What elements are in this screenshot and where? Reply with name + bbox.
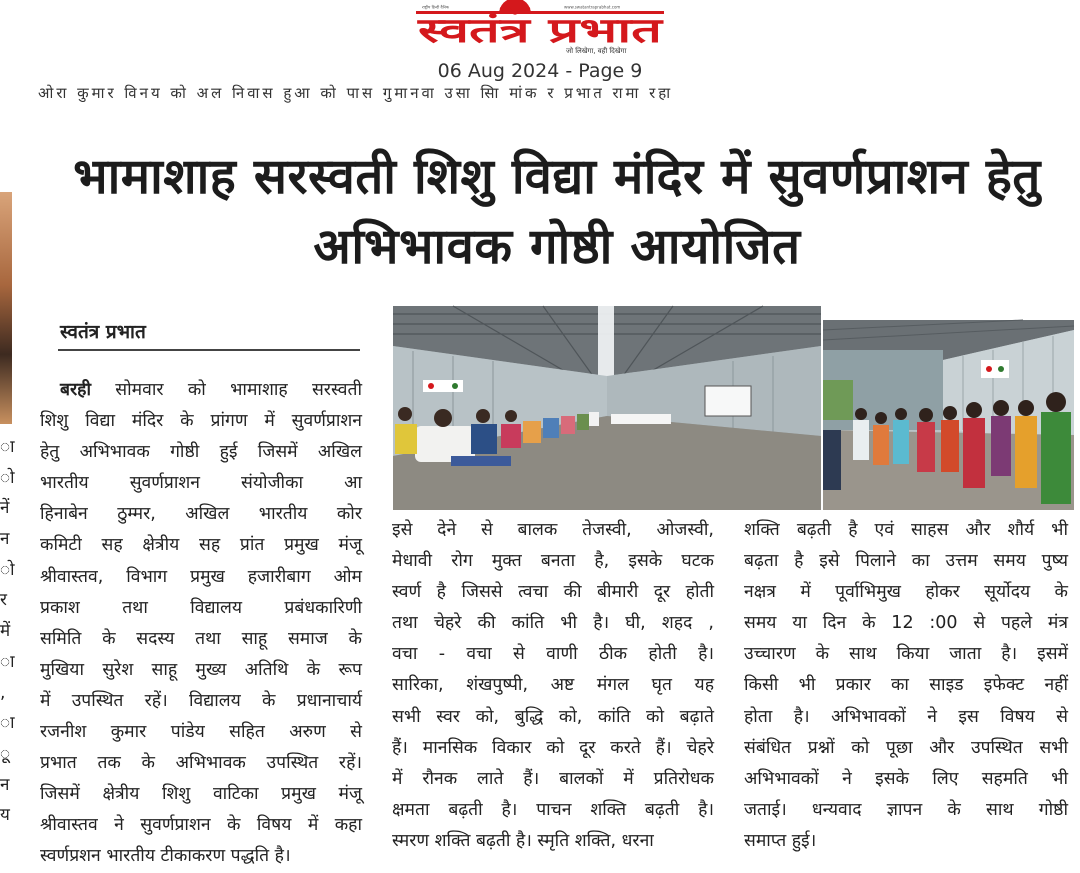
column-text-line: समाप्त हुई। <box>744 830 817 851</box>
column-text-line <box>40 375 362 406</box>
adjacent-fragment: , <box>0 682 6 703</box>
column-text-line: मेधावी रोग मुक्त बनता है, इसके घटक <box>392 551 714 572</box>
column-text-line: जताई। धन्यवाद ज्ञापन के साथ गोष्ठी <box>744 799 1068 820</box>
column-text-line: स्मरण शक्ति बढ़ती है। स्मृति शक्ति, धरना <box>392 830 654 851</box>
adjacent-fragment: ा <box>0 713 15 734</box>
logo-text: स्वतंत्र प्रभात <box>416 11 665 51</box>
column-text-line: मुखिया सुरेश साहू मुख्य अतिथि के रूप <box>40 659 362 680</box>
column-text-line: अभिभावकों ने इसके लिए सहमति भी <box>744 768 1068 789</box>
women-audience-photo <box>823 320 1074 510</box>
column-text-line: में उपस्थित रहें। विद्यालय के प्रधानाचार्य <box>40 690 362 711</box>
column-text-line: किसी भी प्रकार का साइड इफेक्ट नहीं <box>744 675 1068 696</box>
column-text-line: समिति के सदस्य तथा साहू समाज के <box>40 628 362 649</box>
adjacent-fragment: ा <box>0 437 15 457</box>
column-text-line: रजनीश कुमार पांडेय सहित अरुण से <box>40 722 362 743</box>
column-text-line: होता है। अभिभावकों ने इस विषय से <box>744 706 1068 727</box>
byline: स्वतंत्र प्रभात <box>60 321 146 343</box>
newspaper-logo <box>414 4 666 56</box>
adjacent-photo-edge <box>0 192 12 424</box>
column-text-line: भारतीय सुवर्णप्राशन संयोजीका आ <box>40 473 362 494</box>
column-text-line: इसे देने से बालक तेजस्वी, ओजस्वी, <box>392 520 714 540</box>
article-column-2 <box>392 515 714 857</box>
column-text-line: स्वर्ण है जिससे त्वचा की बीमारी दूर होती <box>392 582 714 603</box>
article-headline <box>34 142 1080 282</box>
column-text-line: श्रीवास्तव, विभाग प्रमुख हजारीबाग ओम <box>40 566 362 587</box>
adjacent-fragment: न <box>0 774 10 795</box>
column-text-line: हेतु अभिभावक गोष्ठी हुई जिसमें अखिल <box>40 442 362 463</box>
masthead-logo-graphic <box>414 4 666 56</box>
column-text-line: सभी स्वर को, बुद्धि को, कांति को बढ़ाते <box>392 706 714 727</box>
column-text-line: क्षमता बढ़ती है। पाचन शक्ति बढ़ती है। <box>392 799 714 820</box>
logo-website: www.swatantraprabhat.com <box>564 4 621 10</box>
column-text-line: हिनाबेन ठुम्मर, अखिल भारतीय कोर <box>40 504 362 525</box>
adjacent-fragment: नें <box>0 498 10 519</box>
column-text-line: समय या दिन के 12 :00 से पहले मंत्र <box>744 613 1068 634</box>
adjacent-fragment: र <box>0 590 7 611</box>
column-text-line: प्रभात तक के अभिभावक उपस्थित रहें। <box>40 753 362 774</box>
column-text-line: जिसमें क्षेत्रीय शिशु वाटिका प्रमुख मंजू <box>40 784 362 805</box>
byline-divider <box>58 349 360 351</box>
column-text-line: संबंधित प्रश्नों को पूछा और उपस्थित सभी <box>744 737 1068 758</box>
column-text-line: में रौनक लाते हैं। बालकों में प्रतिरोधक <box>392 768 714 789</box>
column-text-line: तथा चेहरे की कांति भी है। घी, शहद , <box>392 613 714 634</box>
adjacent-fragment: ो <box>0 467 15 488</box>
column-text-line: श्रीवास्तव ने सुवर्णप्राशन के विषय में कहा <box>40 815 362 836</box>
cut-off-text: ओरा कुमार विनय को अल निवास हुआ को पास गुमानवा उसा सिा मांक र प्रभात रामा रहा <box>38 84 674 102</box>
column-text-line: बढ़ता है इसे पिलाने का उत्तम समय पुष्य <box>744 551 1068 572</box>
meeting-hall-photo <box>393 306 821 510</box>
article-column-3 <box>744 515 1068 857</box>
adjacent-fragment: ूू <box>0 743 11 764</box>
dateline: बरही <box>60 380 91 400</box>
adjacent-fragment: ा <box>0 651 15 672</box>
headline-line-1: भामाशाह सरस्वती शिशु विद्या मंदिर में सुवर्णप्राशन हेतु <box>73 148 1041 205</box>
column-text-line: वचा - वचा से वाणी ठीक होती है। <box>392 644 714 665</box>
column-text-span: सोमवार को भामाशाह सरस्वती <box>90 380 362 400</box>
column-text-line: प्रकाश तथा विद्यालय प्रबंधकारिणी <box>40 597 362 618</box>
adjacent-column-fragments <box>0 432 15 831</box>
edition-date-page: 06 Aug 2024 - Page 9 <box>437 60 643 82</box>
headline-line-2: अभिभावक गोष्ठी आयोजित <box>313 218 801 275</box>
column-text-line: शिशु विद्या मंदिर के प्रांगण में सुवर्णप्राशन <box>40 411 362 432</box>
article-column-1 <box>40 375 362 873</box>
adjacent-fragment: ो <box>0 559 15 580</box>
column-text-line: स्वर्णप्रशन भारतीय टीकाकरण पद्धति है। <box>40 846 291 867</box>
logo-category: राष्ट्रीय हिन्दी दैनिक <box>422 4 449 10</box>
column-text-line: सारिका, शंखपुष्पी, अष्ट मंगल घृत यह <box>392 675 714 696</box>
meeting-hall-image <box>393 306 821 510</box>
column-text-line: उच्चारण के साथ किया जाता है। इसमें <box>744 644 1068 665</box>
women-audience-image <box>823 320 1074 510</box>
column-text-line: शक्ति बढ़ती है एवं साहस और शौर्य भी <box>744 520 1068 540</box>
column-text-line: नक्षत्र में पूर्वाभिमुख होकर सूर्योदय के <box>744 582 1068 603</box>
adjacent-fragment: में <box>0 621 11 642</box>
column-text-line: कमिटी सह क्षेत्रीय सह प्रांत प्रमुख मंजू <box>40 535 362 556</box>
cut-off-previous-article <box>38 84 908 106</box>
adjacent-fragment: न <box>0 529 10 550</box>
adjacent-fragment: य <box>0 805 10 826</box>
logo-tagline: जो लिखेगा, वही दिखेगा <box>566 47 627 55</box>
column-text-line: हैं। मानसिक विकार को दूर करते हैं। चेहरे <box>392 737 714 758</box>
